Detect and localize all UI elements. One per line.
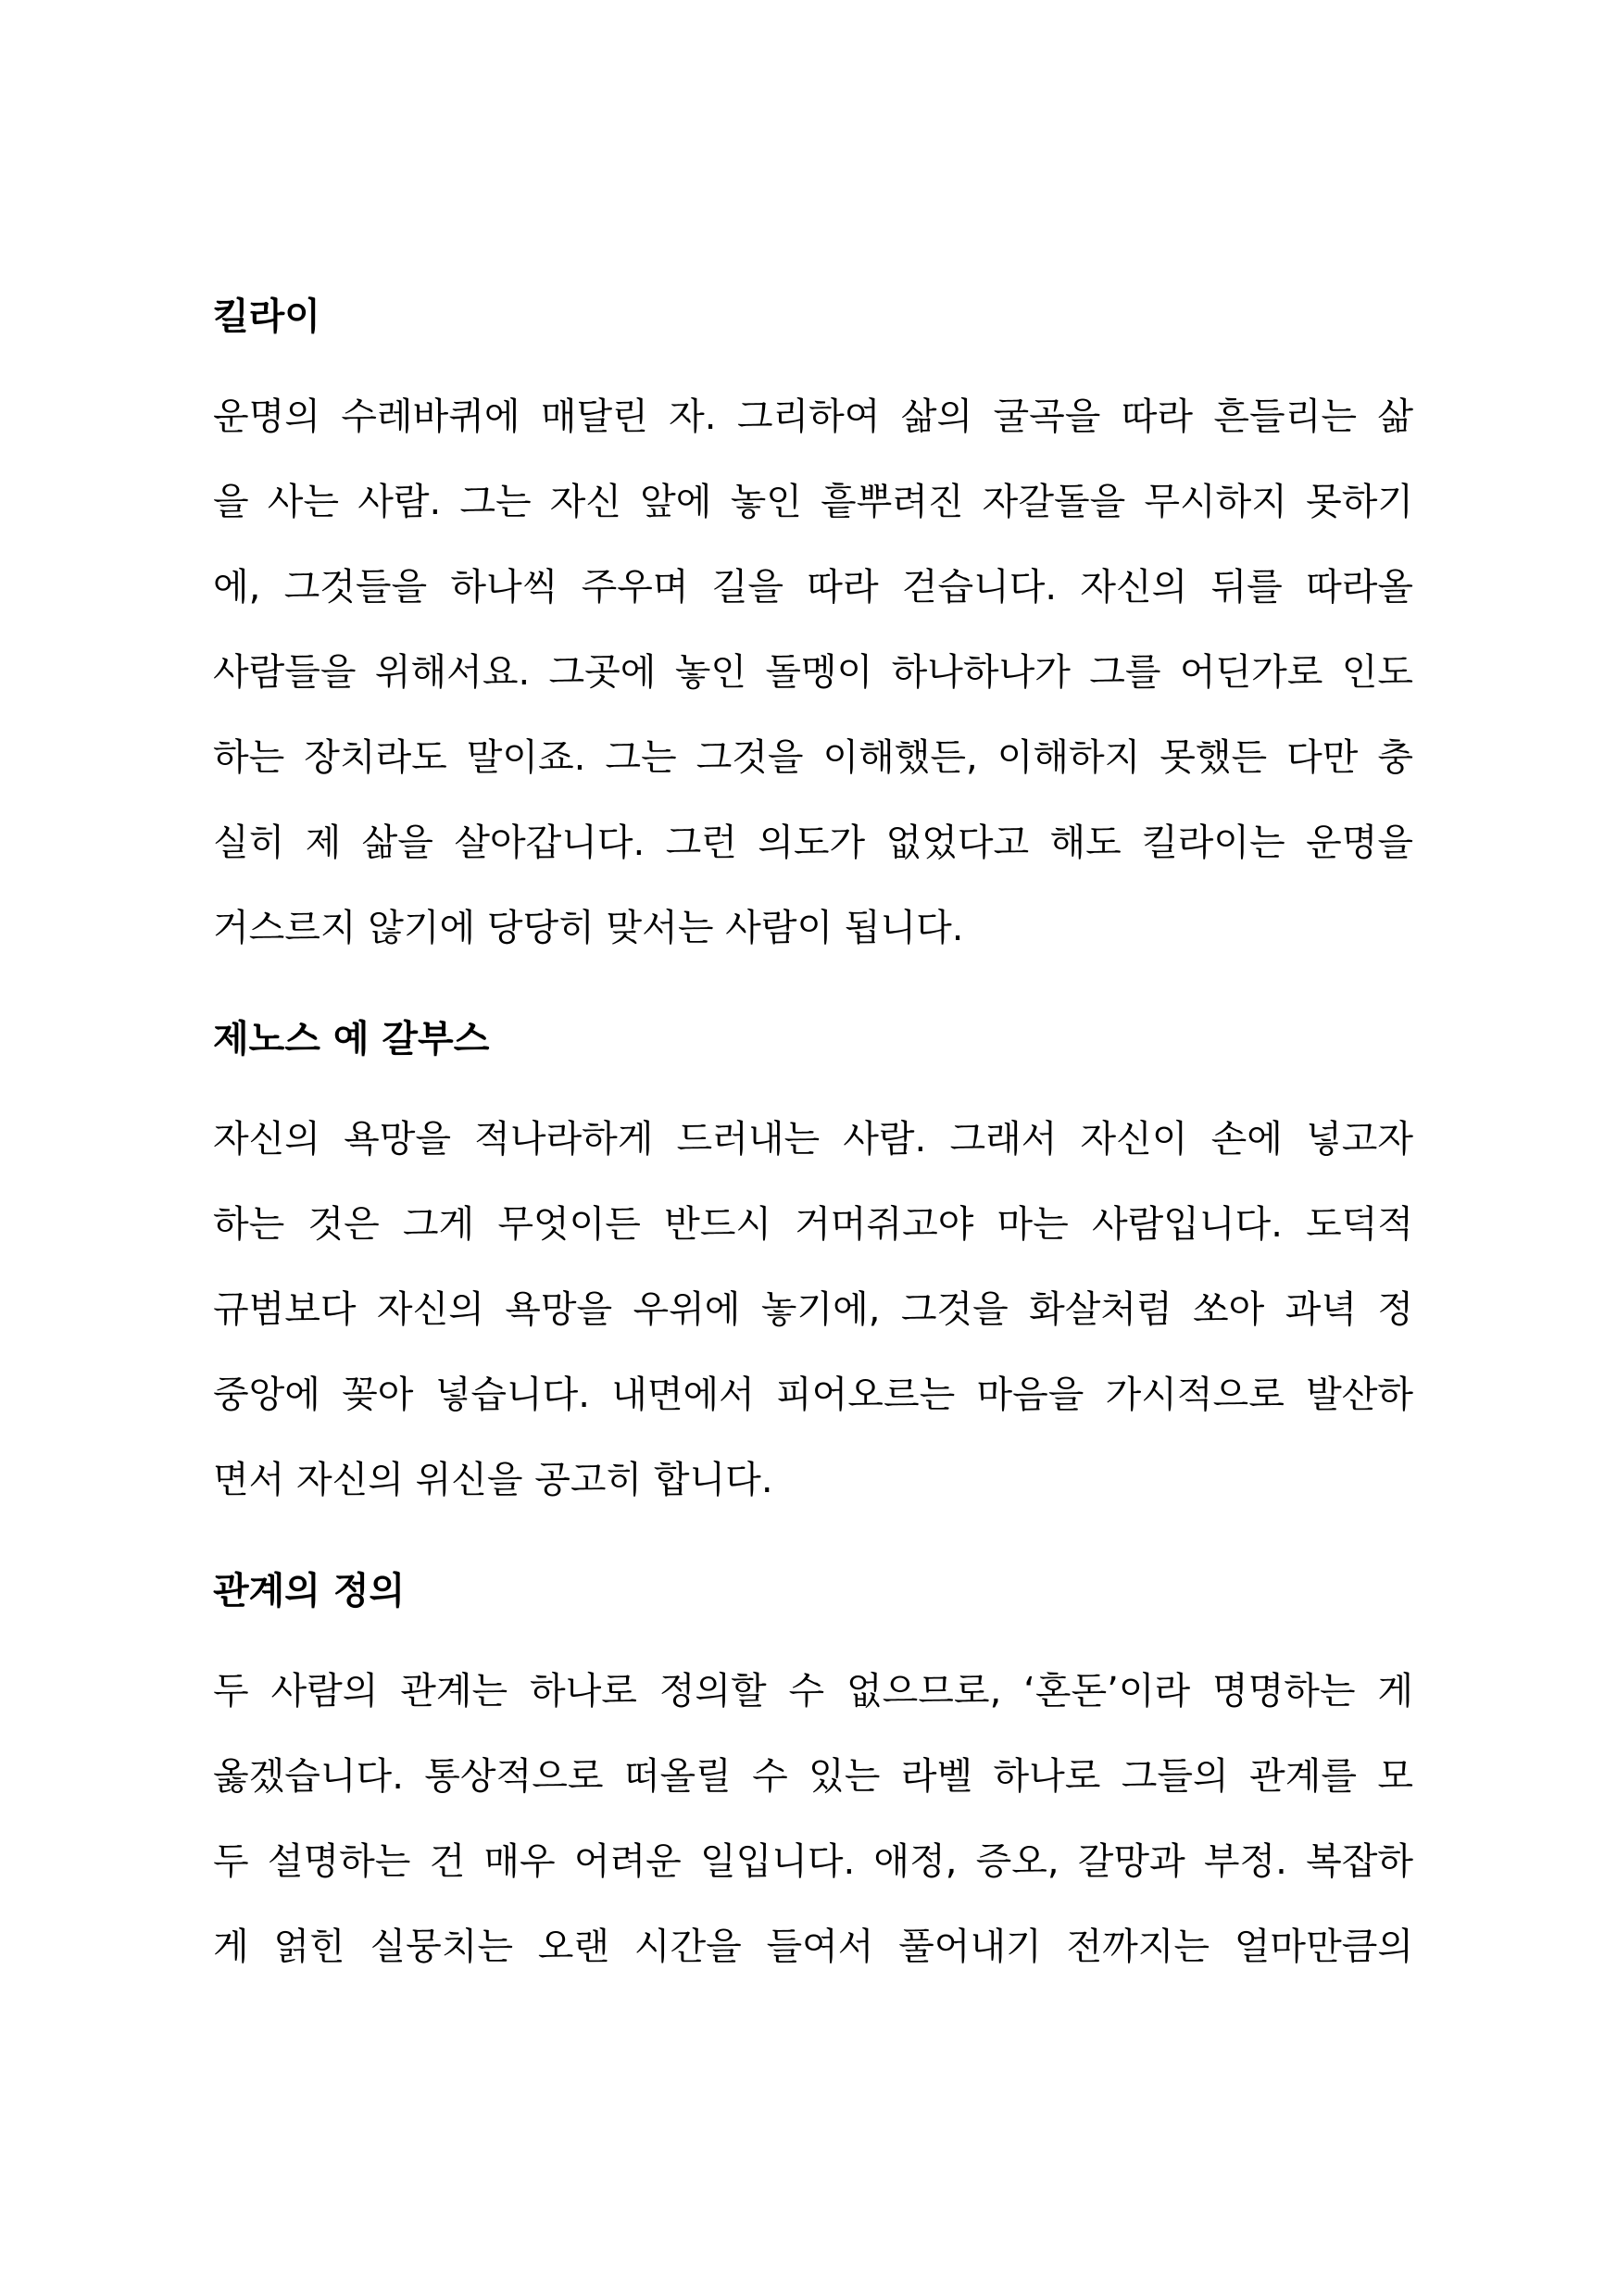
paragraph-line: 사람들을 위해서요. 그곳에 놓인 돌멩이 하나하나가 그를 어딘가로 인도	[213, 651, 1413, 694]
section-zenos-ye-galvus	[213, 997, 1413, 1523]
paragraph-line: 거스르지 않기에 당당히 맞서는 사람이 됩니다.	[213, 907, 964, 949]
paragraph-line: 실히 제 삶을 살아갑니다. 그런 의도가 없었다고 해도 킬라이는 운명을	[213, 822, 1413, 864]
paragraph-line: 중앙에 꽂아 넣습니다. 내면에서 피어오르는 마음을 가시적으로 발산하	[213, 1374, 1413, 1416]
paragraph-line: 두 사람의 관계는 하나로 정의할 수 없으므로, ‘혼돈’이라 명명하는 게	[213, 1670, 1413, 1713]
paragraph-line: 두 설명하는 건 매우 어려운 일입니다. 애정, 증오, 갈망과 부정. 복잡하	[213, 1840, 1413, 1883]
section-paragraph	[213, 1097, 1413, 1523]
paragraph-line: 옳겠습니다. 통상적으로 떠올릴 수 있는 라벨 하나로 그들의 관계를 모	[213, 1755, 1413, 1798]
paragraph-line: 규범보다 자신의 욕망을 우위에 놓기에, 그것을 화살처럼 쏘아 과녁 정	[213, 1288, 1413, 1331]
paragraph-line: 게 얽힌 실뭉치는 오랜 시간을 들여서 풀어내기 전까지는 얼마만큼의	[213, 1926, 1413, 1968]
section-heading: 관계의 정의	[213, 1570, 406, 1612]
section-heading: 킬라이	[213, 295, 320, 338]
paragraph-line: 면서 자신의 위신을 공고히 합니다.	[213, 1459, 773, 1501]
paragraph-line: 을 사는 사람. 그는 자신 앞에 놓인 흩뿌려진 자갈돌을 무시하지 못하기	[213, 481, 1413, 523]
section-heading: 제노스 예 갈부스	[213, 1018, 490, 1060]
section-killai	[213, 274, 1413, 971]
paragraph-line: 에, 그것들을 하나씩 주우며 길을 따라 걷습니다. 자신의 뒤를 따라올	[213, 566, 1413, 609]
paragraph-line: 자신의 욕망을 적나라하게 드러내는 사람. 그래서 자신이 손에 넣고자	[213, 1118, 1413, 1161]
section-paragraph	[213, 1649, 1413, 1989]
section-relationship-definition	[213, 1549, 1413, 1989]
paragraph-line: 운명의 수레바퀴에 매달린 자. 그리하여 삶의 굴곡을 따라 흔들리는 삶	[213, 395, 1413, 438]
paragraph-line: 하는 것은 그게 무엇이든 반드시 거머쥐고야 마는 사람입니다. 도덕적	[213, 1203, 1413, 1246]
paragraph-line: 하는 장치라도 말이죠. 그는 그것을 이해했든, 이해하지 못했든 다만 충	[213, 736, 1413, 779]
section-paragraph	[213, 374, 1413, 971]
document-body	[213, 274, 1413, 2015]
